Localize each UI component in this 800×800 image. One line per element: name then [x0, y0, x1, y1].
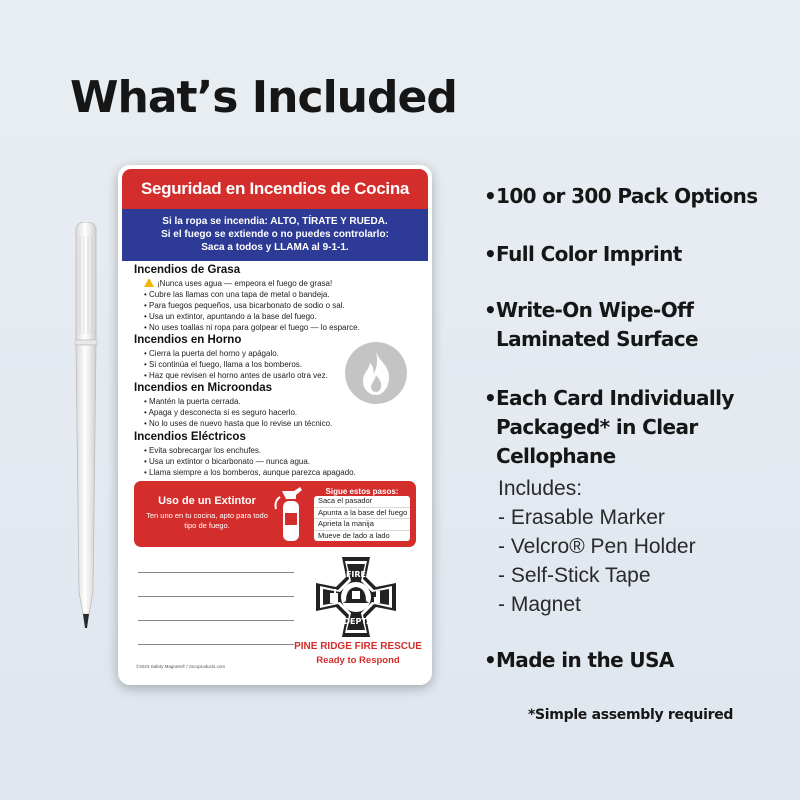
steps-list: [314, 496, 410, 541]
step-item: Mueve de lado a lado: [318, 530, 390, 540]
section-list: [144, 396, 332, 429]
list-item: [144, 278, 360, 289]
badge-top-text: FIRE: [345, 570, 367, 579]
list-item: • Usa un extintor, apuntando a la base del fuego.: [144, 311, 360, 322]
marker-icon: [66, 222, 106, 634]
feature-text: Packaged* in Clear: [496, 415, 698, 439]
feature-text: Each Card Individually: [496, 386, 734, 410]
list-item: • Cierra la puerta del horno y apágalo.: [144, 348, 328, 359]
list-item: • No lo uses de nuevo hasta que lo revise un técnico.: [144, 418, 332, 429]
list-item: • Haz que revisen el horno antes de usarlo otra vez.: [144, 370, 328, 381]
write-line: [138, 644, 294, 645]
section-title: Incendios en Microondas: [134, 382, 273, 394]
list-item-text: ¡Nunca uses agua — empeora el fuego de grasa!: [157, 279, 333, 288]
footnote: *Simple assembly required: [528, 707, 734, 723]
fire-dept-maltese-cross-icon: [314, 555, 398, 639]
includes-heading: Includes:: [498, 477, 583, 500]
warning-icon: [144, 278, 154, 287]
includes-item: - Velcro® Pen Holder: [498, 535, 696, 558]
feature-item: •Write-On Wipe-Off Laminated Surface: [484, 296, 698, 354]
steps-heading: Sigue estos pasos:: [325, 487, 399, 496]
list-item: • Mantén la puerta cerrada.: [144, 396, 332, 407]
write-line: [138, 596, 294, 597]
write-line: [138, 572, 294, 573]
list-item: • No uses toallas ni ropa para golpear el fuego — lo esparce.: [144, 322, 360, 333]
extinguisher-title: Uso de un Extintor: [158, 495, 256, 507]
section-list: [144, 348, 328, 381]
alert-line: Si la ropa se incendia: ALTO, TÍRATE Y RUEDA.: [162, 216, 388, 227]
list-item: • Usa un extintor o bicarbonato — nunca agua.: [144, 456, 356, 467]
feature-item: •Each Card Individually Packaged* in Clear Cellophane: [484, 384, 734, 471]
card-alert-banner: [122, 209, 428, 261]
includes-item: - Erasable Marker: [498, 506, 665, 529]
page-heading: What’s Included: [70, 72, 457, 123]
fire-extinguisher-icon: [272, 487, 308, 543]
section-title: Incendios Eléctricos: [134, 431, 246, 443]
section-title: Incendios de Grasa: [134, 264, 241, 276]
step-item: Saca el pasador: [314, 496, 410, 508]
extinguisher-panel: [134, 481, 416, 547]
list-item: • Si continúa el fuego, llama a los bomberos.: [144, 359, 328, 370]
card-title: Seguridad en Incendios de Cocina: [122, 169, 428, 209]
feature-text: Cellophane: [496, 444, 616, 468]
dept-name: PINE RIDGE FIRE RESCUE: [294, 641, 422, 652]
flame-icon: [344, 341, 408, 405]
step-item: Aprieta la manija: [314, 519, 410, 531]
list-item: • Apaga y desconecta si es seguro hacerlo.: [144, 407, 332, 418]
feature-item: •Full Color Imprint: [484, 242, 682, 266]
feature-text: 100 or 300 Pack Options: [496, 184, 758, 208]
feature-item: •100 or 300 Pack Options: [484, 184, 758, 208]
write-line: [138, 620, 294, 621]
list-item: • Para fuegos pequeños, usa bicarbonato de sodio o sal.: [144, 300, 360, 311]
section-title: Incendios en Horno: [134, 334, 242, 346]
extinguisher-subtitle: Ten uno en tu cocina, apto para todo tipo de fuego.: [146, 511, 268, 530]
alert-line: Si el fuego se extiende o no puedes controlarlo:: [161, 229, 389, 240]
safety-card: [118, 165, 432, 685]
section-list: [144, 445, 356, 478]
badge-bottom-text: DEPT.: [343, 617, 369, 626]
dept-tagline: Ready to Respond: [316, 655, 400, 666]
feature-text: Laminated Surface: [496, 327, 698, 351]
section-list: [144, 278, 360, 333]
feature-text: Write-On Wipe-Off: [496, 298, 694, 322]
alert-line: Saca a todos y LLAMA al 9-1-1.: [201, 242, 349, 253]
list-item: • Llama siempre a los bomberos, aunque parezca apagado.: [144, 467, 356, 478]
includes-item: - Magnet: [498, 593, 581, 616]
step-item: Apunta a la base del fuego: [314, 508, 410, 520]
list-item: • Evita sobrecargar los enchufes.: [144, 445, 356, 456]
card-copyright: ©2023 Safety Magnets® / zscoproducts.com: [136, 664, 226, 669]
feature-item: •Made in the USA: [484, 648, 674, 672]
list-item: • Cubre las llamas con una tapa de metal o bandeja.: [144, 289, 360, 300]
feature-text: Full Color Imprint: [496, 242, 682, 266]
includes-item: - Self-Stick Tape: [498, 564, 651, 587]
feature-text: Made in the USA: [496, 648, 674, 672]
